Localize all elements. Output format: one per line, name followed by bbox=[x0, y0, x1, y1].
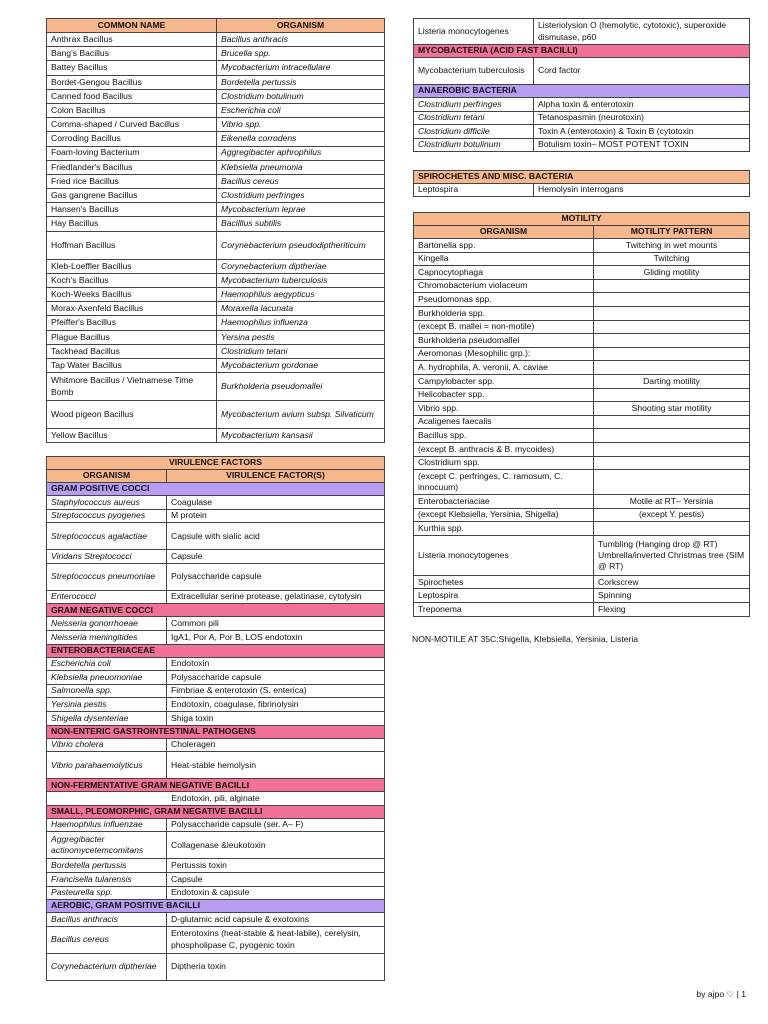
organism-cell: Hoffman Bacillus bbox=[47, 231, 217, 259]
table-row bbox=[414, 575, 750, 589]
section-title: SMALL, PLEOMORPHIC, GRAM NEGATIVE BACILLI bbox=[47, 805, 385, 818]
value-cell: Endotoxin, coagulase, fibrinolysin bbox=[167, 698, 385, 712]
value-cell: Mycobacterium tuberculosis bbox=[217, 273, 385, 287]
organism-cell: Salmonella spp. bbox=[47, 684, 167, 698]
table-row bbox=[414, 184, 750, 197]
section-title: ANAEROBIC BACTERIA bbox=[414, 85, 750, 98]
organism-cell: Canned food Bacillus bbox=[47, 89, 217, 103]
organism-cell: Streptococcus pyogenes bbox=[47, 509, 167, 523]
organism-cell: Kurthia spp. bbox=[414, 522, 594, 536]
table-row bbox=[414, 495, 750, 509]
value-cell bbox=[594, 334, 750, 348]
table-row bbox=[47, 792, 385, 806]
spirochetes-title: SPIROCHETES AND MISC. BACTERIA bbox=[414, 171, 750, 184]
organism-cell: Wood pigeon Bacillus bbox=[47, 401, 217, 429]
table-row bbox=[414, 429, 750, 443]
value-cell: Polysaccharide capsule (ser. A– F) bbox=[167, 818, 385, 832]
table-row bbox=[414, 320, 750, 334]
value-cell bbox=[594, 347, 750, 361]
value-cell: Choleragen bbox=[167, 738, 385, 752]
table-row bbox=[47, 358, 385, 372]
organism-cell: Clostridium difficile bbox=[414, 125, 534, 139]
virulence-factors-table bbox=[46, 456, 385, 981]
value-cell: Twitching in wet mounts bbox=[594, 239, 750, 253]
value-cell bbox=[594, 279, 750, 293]
table-row bbox=[47, 47, 385, 61]
value-cell bbox=[594, 429, 750, 443]
section-title: GRAM POSITIVE COCCI bbox=[47, 483, 385, 496]
value-cell: Klebsiella pneumonia bbox=[217, 160, 385, 174]
value-cell bbox=[594, 361, 750, 375]
organism-cell: Neisseria meningitides bbox=[47, 630, 167, 644]
table-row bbox=[47, 886, 385, 900]
table-row bbox=[47, 630, 385, 644]
organism-cell: Bang's Bacillus bbox=[47, 47, 217, 61]
organism-cell: Bordetella pertussis bbox=[47, 859, 167, 873]
organism-cell: Kingella bbox=[414, 252, 594, 266]
table-row bbox=[414, 293, 750, 307]
table-row bbox=[414, 522, 750, 536]
value-cell: Endotoxin bbox=[167, 657, 385, 671]
table-row bbox=[47, 617, 385, 631]
value-cell bbox=[594, 320, 750, 334]
table-row bbox=[47, 953, 385, 980]
organism-cell: Gas gangrene Bacillus bbox=[47, 189, 217, 203]
section-title: NON-ENTERIC GASTROINTESTINAL PATHOGENS bbox=[47, 725, 385, 738]
organism-cell: Morax-Axenfeld Bacillus bbox=[47, 302, 217, 316]
table-row bbox=[414, 415, 750, 429]
table-row bbox=[47, 818, 385, 832]
section-title: AEROBIC, GRAM POSITIVE BACILLI bbox=[47, 900, 385, 913]
table-row bbox=[414, 361, 750, 375]
value-cell: Pertussis toxin bbox=[167, 859, 385, 873]
motility-body bbox=[414, 239, 750, 617]
value-cell: Toxin A (enterotoxin) & Toxin B (cytotoxin bbox=[534, 125, 750, 139]
organism-cell: Streptococcus pneumoniae bbox=[47, 563, 167, 590]
value-cell: Haemophilus influenza bbox=[217, 316, 385, 330]
organism-cell: Pseudomonas spp. bbox=[414, 293, 594, 307]
value-cell: Corynebacterium pseudodiptheriticum bbox=[217, 231, 385, 259]
table-row bbox=[414, 603, 750, 617]
organism-cell: Leptospira bbox=[414, 589, 594, 603]
organism-cell: Clostridium perfringes bbox=[414, 98, 534, 112]
motility-organism-header: ORGANISM bbox=[414, 226, 594, 239]
value-cell bbox=[594, 456, 750, 470]
value-cell: Tetanospasmin (neurotoxin) bbox=[534, 111, 750, 125]
non-motile-footnote: NON-MOTILE AT 35C:Shigella, Klebsiella, Yersinia, Listeria bbox=[412, 634, 639, 644]
common-name-header: COMMON NAME bbox=[47, 19, 217, 33]
section-header-row bbox=[47, 900, 385, 913]
organism-cell: Bacillus cereus bbox=[47, 926, 167, 953]
organism-cell: A. hydrophila, A. veronii, A. caviae bbox=[414, 361, 594, 375]
organism-cell: Shigella dysenteriae bbox=[47, 711, 167, 725]
table-row bbox=[47, 738, 385, 752]
section-header-row bbox=[47, 483, 385, 496]
value-cell: Coagulase bbox=[167, 496, 385, 510]
section-title: NON-FERMENTATIVE GRAM NEGATIVE BACILLI bbox=[47, 779, 385, 792]
table-row bbox=[47, 273, 385, 287]
organism-cell: Streptococcus agalactiae bbox=[47, 523, 167, 550]
table-row bbox=[47, 657, 385, 671]
value-cell: Mycobacterium leprae bbox=[217, 203, 385, 217]
value-cell: Corkscrew bbox=[594, 575, 750, 589]
table-row bbox=[414, 279, 750, 293]
section-header-row bbox=[414, 85, 750, 98]
value-cell bbox=[594, 470, 750, 495]
table-row bbox=[47, 523, 385, 550]
value-cell: Mycobacterium avium subsp. Silvaticum bbox=[217, 401, 385, 429]
table-row bbox=[47, 132, 385, 146]
value-cell: Shiga toxin bbox=[167, 711, 385, 725]
table-row bbox=[414, 470, 750, 495]
value-cell: Polysaccharide capsule bbox=[167, 671, 385, 685]
organism-cell: Colon Bacillus bbox=[47, 103, 217, 117]
table-row bbox=[47, 429, 385, 443]
value-cell: Twitching bbox=[594, 252, 750, 266]
organism-cell: Bordet-Gengou Bacillus bbox=[47, 75, 217, 89]
organism-cell: Bacillus anthracis bbox=[47, 913, 167, 927]
organism-cell: Pfeiffer's Bacillus bbox=[47, 316, 217, 330]
table-row bbox=[414, 347, 750, 361]
value-cell bbox=[594, 388, 750, 402]
organism-cell: Endotoxin, pili, alginate bbox=[47, 792, 385, 806]
organism-cell: (except C. perfringes, C. ramosum, C. innocuum) bbox=[414, 470, 594, 495]
table-row bbox=[47, 496, 385, 510]
table-row bbox=[47, 259, 385, 273]
organism-cell: Vibrio spp. bbox=[414, 402, 594, 416]
organism-cell: Hansen's Bacillus bbox=[47, 203, 217, 217]
table-row bbox=[47, 926, 385, 953]
value-cell: Moraxella lacunata bbox=[217, 302, 385, 316]
organism-cell: Listeria monocytogenes bbox=[414, 535, 594, 575]
value-cell: Corynebacterium diptheriae bbox=[217, 259, 385, 273]
value-cell: Diptheria toxin bbox=[167, 953, 385, 980]
table-row bbox=[414, 442, 750, 456]
organism-cell: Mycobacterium tuberculosis bbox=[414, 58, 534, 85]
toxin-cell: Hemolysin interrogans bbox=[534, 184, 750, 197]
organism-cell: Acaligenes faecalis bbox=[414, 415, 594, 429]
value-cell: Tumbling (Hanging drop @ RT) Umbrella/inverted Christmas tree (SIM @ RT) bbox=[594, 535, 750, 575]
section-title: MYCOBACTERIA (ACID FAST BACILLI) bbox=[414, 45, 750, 58]
value-cell: Motile at RT– Yersinia bbox=[594, 495, 750, 509]
section-title: GRAM NEGATIVE COCCI bbox=[47, 604, 385, 617]
organism-cell: Campylobacter spp. bbox=[414, 374, 594, 388]
value-cell: Enterotoxins (heat-stable & heat-labile), cerelysin, phospholipase C, pyogenic toxin bbox=[167, 926, 385, 953]
table-row bbox=[47, 75, 385, 89]
table-row bbox=[47, 33, 385, 47]
organism-cell: Listeria monocytogenes bbox=[414, 19, 534, 45]
organism-cell: Vibrio cholera bbox=[47, 738, 167, 752]
table-row bbox=[47, 302, 385, 316]
table-row bbox=[414, 306, 750, 320]
value-cell: Shooting star motility bbox=[594, 402, 750, 416]
value-cell: Collagenase &leukotoxin bbox=[167, 832, 385, 859]
organism-cell: Haemophilus influenzae bbox=[47, 818, 167, 832]
organism-cell: Bartonella spp. bbox=[414, 239, 594, 253]
table-row bbox=[47, 146, 385, 160]
section-header-row bbox=[47, 725, 385, 738]
common-names-body bbox=[47, 33, 385, 443]
table-row bbox=[414, 19, 750, 45]
table-row bbox=[47, 118, 385, 132]
value-cell: Vibrio spp. bbox=[217, 118, 385, 132]
value-cell: Capsule bbox=[167, 550, 385, 564]
table-row bbox=[414, 374, 750, 388]
value-cell: D-glutamic acid capsule & exotoxins bbox=[167, 913, 385, 927]
common-names-table bbox=[46, 18, 385, 443]
value-cell: Clostridium tetani bbox=[217, 344, 385, 358]
organism-cell: Aggregibacter actinomycetemcomitans bbox=[47, 832, 167, 859]
table-row bbox=[47, 373, 385, 401]
organism-cell: Pasteurella spp. bbox=[47, 886, 167, 900]
section-title: ENTEROBACTERIACEAE bbox=[47, 644, 385, 657]
value-cell: Fimbriae & enterotoxin (S. enterica) bbox=[167, 684, 385, 698]
organism-cell: (except Klebsiella, Yersinia, Shigella) bbox=[414, 508, 594, 522]
organism-cell: Kleb-Loeffler Bacillus bbox=[47, 259, 217, 273]
value-cell: Eikenella corrodens bbox=[217, 132, 385, 146]
organism-cell: Escherichia coli bbox=[47, 657, 167, 671]
table-row bbox=[414, 252, 750, 266]
table-row bbox=[47, 344, 385, 358]
table-row bbox=[47, 752, 385, 779]
section-header-row bbox=[47, 805, 385, 818]
organism-cell: Helicobacter spp. bbox=[414, 388, 594, 402]
organism-cell: Treponema bbox=[414, 603, 594, 617]
motility-pattern-header: MOTILITY PATTERN bbox=[594, 226, 750, 239]
value-cell: Haemophilus aegypticus bbox=[217, 288, 385, 302]
value-cell: IgA1, Por A, Por B, LOS endotoxin bbox=[167, 630, 385, 644]
table-row bbox=[414, 508, 750, 522]
value-cell bbox=[594, 306, 750, 320]
table-row bbox=[47, 711, 385, 725]
organism-cell: Vibrio parahaemolyticus bbox=[47, 752, 167, 779]
virulence-factor-header: VIRULENCE FACTOR(S) bbox=[167, 470, 385, 483]
organism-cell: Enterobacteriaciae bbox=[414, 495, 594, 509]
organism-cell: Clostridium tetani bbox=[414, 111, 534, 125]
table-row bbox=[47, 550, 385, 564]
organism-cell: Clostridium spp. bbox=[414, 456, 594, 470]
organism-cell: Comma-shaped / Curved Bacillus bbox=[47, 118, 217, 132]
value-cell: Bacilllus subtilis bbox=[217, 217, 385, 231]
organism-cell: Anthrax Bacillus bbox=[47, 33, 217, 47]
value-cell bbox=[594, 522, 750, 536]
value-cell: Bacillus anthracis bbox=[217, 33, 385, 47]
value-cell: Clostridium perfringes bbox=[217, 189, 385, 203]
table-row bbox=[414, 388, 750, 402]
value-cell: Bordetella pertussis bbox=[217, 75, 385, 89]
value-cell: Mycobacterium intracellulare bbox=[217, 61, 385, 75]
table-row bbox=[414, 589, 750, 603]
organism-cell: Chromobacterium violaceum bbox=[414, 279, 594, 293]
table-row bbox=[47, 103, 385, 117]
value-cell: Bacillus cereus bbox=[217, 174, 385, 188]
organism-cell: Yellow Bacillus bbox=[47, 429, 217, 443]
table-row bbox=[47, 671, 385, 685]
motility-title: MOTILITY bbox=[414, 213, 750, 226]
value-cell: M protein bbox=[167, 509, 385, 523]
table-row bbox=[414, 111, 750, 125]
value-cell: Common pili bbox=[167, 617, 385, 631]
organism-cell: Whitmore Bacillus / Vietnamese Time Bomb bbox=[47, 373, 217, 401]
table-row bbox=[47, 288, 385, 302]
toxins-body bbox=[414, 19, 750, 152]
organism-cell: Plague Bacillus bbox=[47, 330, 217, 344]
organism-cell: Koch-Weeks Bacillus bbox=[47, 288, 217, 302]
organism-cell: Bacillus spp. bbox=[414, 429, 594, 443]
value-cell: Aggregibacter aphrophilus bbox=[217, 146, 385, 160]
value-cell: Gliding motility bbox=[594, 266, 750, 280]
table-row bbox=[47, 872, 385, 886]
organism-cell: Neisseria gonorrhoeae bbox=[47, 617, 167, 631]
value-cell: Alpha toxin & enterotoxin bbox=[534, 98, 750, 112]
value-cell: Extracellular serine protease, gelatinase, cytolysin bbox=[167, 590, 385, 604]
table-row bbox=[47, 203, 385, 217]
section-header-row bbox=[47, 604, 385, 617]
table-row bbox=[47, 832, 385, 859]
organism-cell: Viridans Streptococci bbox=[47, 550, 167, 564]
value-cell: Botulism toxin– MOST POTENT TOXIN bbox=[534, 138, 750, 152]
value-cell: Flexing bbox=[594, 603, 750, 617]
table-row bbox=[414, 138, 750, 152]
organism-header: ORGANISM bbox=[217, 19, 385, 33]
table-row bbox=[47, 698, 385, 712]
table-row bbox=[47, 231, 385, 259]
table-row bbox=[414, 98, 750, 112]
organism-cell: Klebsiella pneuomoniae bbox=[47, 671, 167, 685]
table-row bbox=[414, 535, 750, 575]
value-cell: Darting motility bbox=[594, 374, 750, 388]
organism-cell: Foam-loving Bacterium bbox=[47, 146, 217, 160]
organism-cell: Enterococci bbox=[47, 590, 167, 604]
section-header-row bbox=[47, 644, 385, 657]
table-row bbox=[414, 334, 750, 348]
value-cell: Spinning bbox=[594, 589, 750, 603]
table-row bbox=[47, 509, 385, 523]
table-row bbox=[414, 402, 750, 416]
table-row bbox=[47, 160, 385, 174]
organism-cell: Leptospira bbox=[414, 184, 534, 197]
table-row bbox=[47, 174, 385, 188]
value-cell: Yersina pestis bbox=[217, 330, 385, 344]
table-row bbox=[414, 239, 750, 253]
toxins-table bbox=[413, 18, 750, 152]
organism-cell: Fried rice Bacillus bbox=[47, 174, 217, 188]
table-row bbox=[414, 266, 750, 280]
organism-cell: Corynebacterium diptheriae bbox=[47, 953, 167, 980]
value-cell: Mycobacterium gordonae bbox=[217, 358, 385, 372]
organism-cell: Tackhead Bacillus bbox=[47, 344, 217, 358]
author-byline: by ajpo ♡ | 1 bbox=[696, 989, 746, 999]
value-cell: Burkholderia pseudomallei bbox=[217, 373, 385, 401]
value-cell bbox=[594, 442, 750, 456]
table-row bbox=[47, 330, 385, 344]
motility-table bbox=[413, 212, 750, 617]
value-cell: Capsule with sialic acid bbox=[167, 523, 385, 550]
value-cell bbox=[594, 293, 750, 307]
organism-cell: Clostridium botulinum bbox=[414, 138, 534, 152]
table-row bbox=[47, 401, 385, 429]
table-row bbox=[47, 859, 385, 873]
value-cell: Polysaccharide capsule bbox=[167, 563, 385, 590]
organism-cell: Burkholderia pseudomallei bbox=[414, 334, 594, 348]
organism-cell: Friedlander's Bacillus bbox=[47, 160, 217, 174]
organism-cell: Capnocytophaga bbox=[414, 266, 594, 280]
table-row bbox=[47, 913, 385, 927]
table-row bbox=[47, 684, 385, 698]
table-row bbox=[414, 456, 750, 470]
organism-cell: Spirochetes bbox=[414, 575, 594, 589]
table-row bbox=[47, 217, 385, 231]
value-cell: Escherichia coli bbox=[217, 103, 385, 117]
table-row bbox=[414, 125, 750, 139]
toxin-cell: Listeriolysion O (hemolytic, cytotoxic), superoxide dismutase, p60 bbox=[534, 19, 750, 45]
value-cell: (except Y. pestis) bbox=[594, 508, 750, 522]
value-cell: Endotoxin & capsule bbox=[167, 886, 385, 900]
value-cell: Mycobacterium kansasii bbox=[217, 429, 385, 443]
value-cell bbox=[594, 415, 750, 429]
table-row bbox=[47, 563, 385, 590]
value-cell: Heat-stable hemolysin bbox=[167, 752, 385, 779]
table-row bbox=[47, 189, 385, 203]
organism-cell: Staphylococcus aureus bbox=[47, 496, 167, 510]
value-cell: Brucella spp. bbox=[217, 47, 385, 61]
table-row bbox=[47, 316, 385, 330]
table-row bbox=[47, 590, 385, 604]
organism-cell: (except B. mallei = non-motile) bbox=[414, 320, 594, 334]
organism-cell: Tap Water Bacillus bbox=[47, 358, 217, 372]
section-header-row bbox=[414, 45, 750, 58]
organism-cell: Corroding Bacillus bbox=[47, 132, 217, 146]
organism-cell: Aeromonas (Mesophilic grp.): bbox=[414, 347, 594, 361]
organism-cell: (except B. anthracis & B. mycoides) bbox=[414, 442, 594, 456]
organism-cell: Battey Bacillus bbox=[47, 61, 217, 75]
virulence-body bbox=[47, 483, 385, 981]
spirochetes-table bbox=[413, 170, 750, 197]
virulence-title: VIRULENCE FACTORS bbox=[47, 457, 385, 470]
table-row bbox=[47, 61, 385, 75]
organism-cell: Hay Bacillus bbox=[47, 217, 217, 231]
value-cell: Clostridium botulinum bbox=[217, 89, 385, 103]
value-cell: Cord factor bbox=[534, 58, 750, 85]
organism-cell: Burkholderia spp. bbox=[414, 306, 594, 320]
table-row bbox=[47, 89, 385, 103]
organism-cell: Francisella tularensis bbox=[47, 872, 167, 886]
value-cell: Capsule bbox=[167, 872, 385, 886]
organism-cell: Yersinia pestis bbox=[47, 698, 167, 712]
virulence-organism-header: ORGANISM bbox=[47, 470, 167, 483]
table-row bbox=[414, 58, 750, 85]
organism-cell: Koch's Bacillus bbox=[47, 273, 217, 287]
section-header-row bbox=[47, 779, 385, 792]
